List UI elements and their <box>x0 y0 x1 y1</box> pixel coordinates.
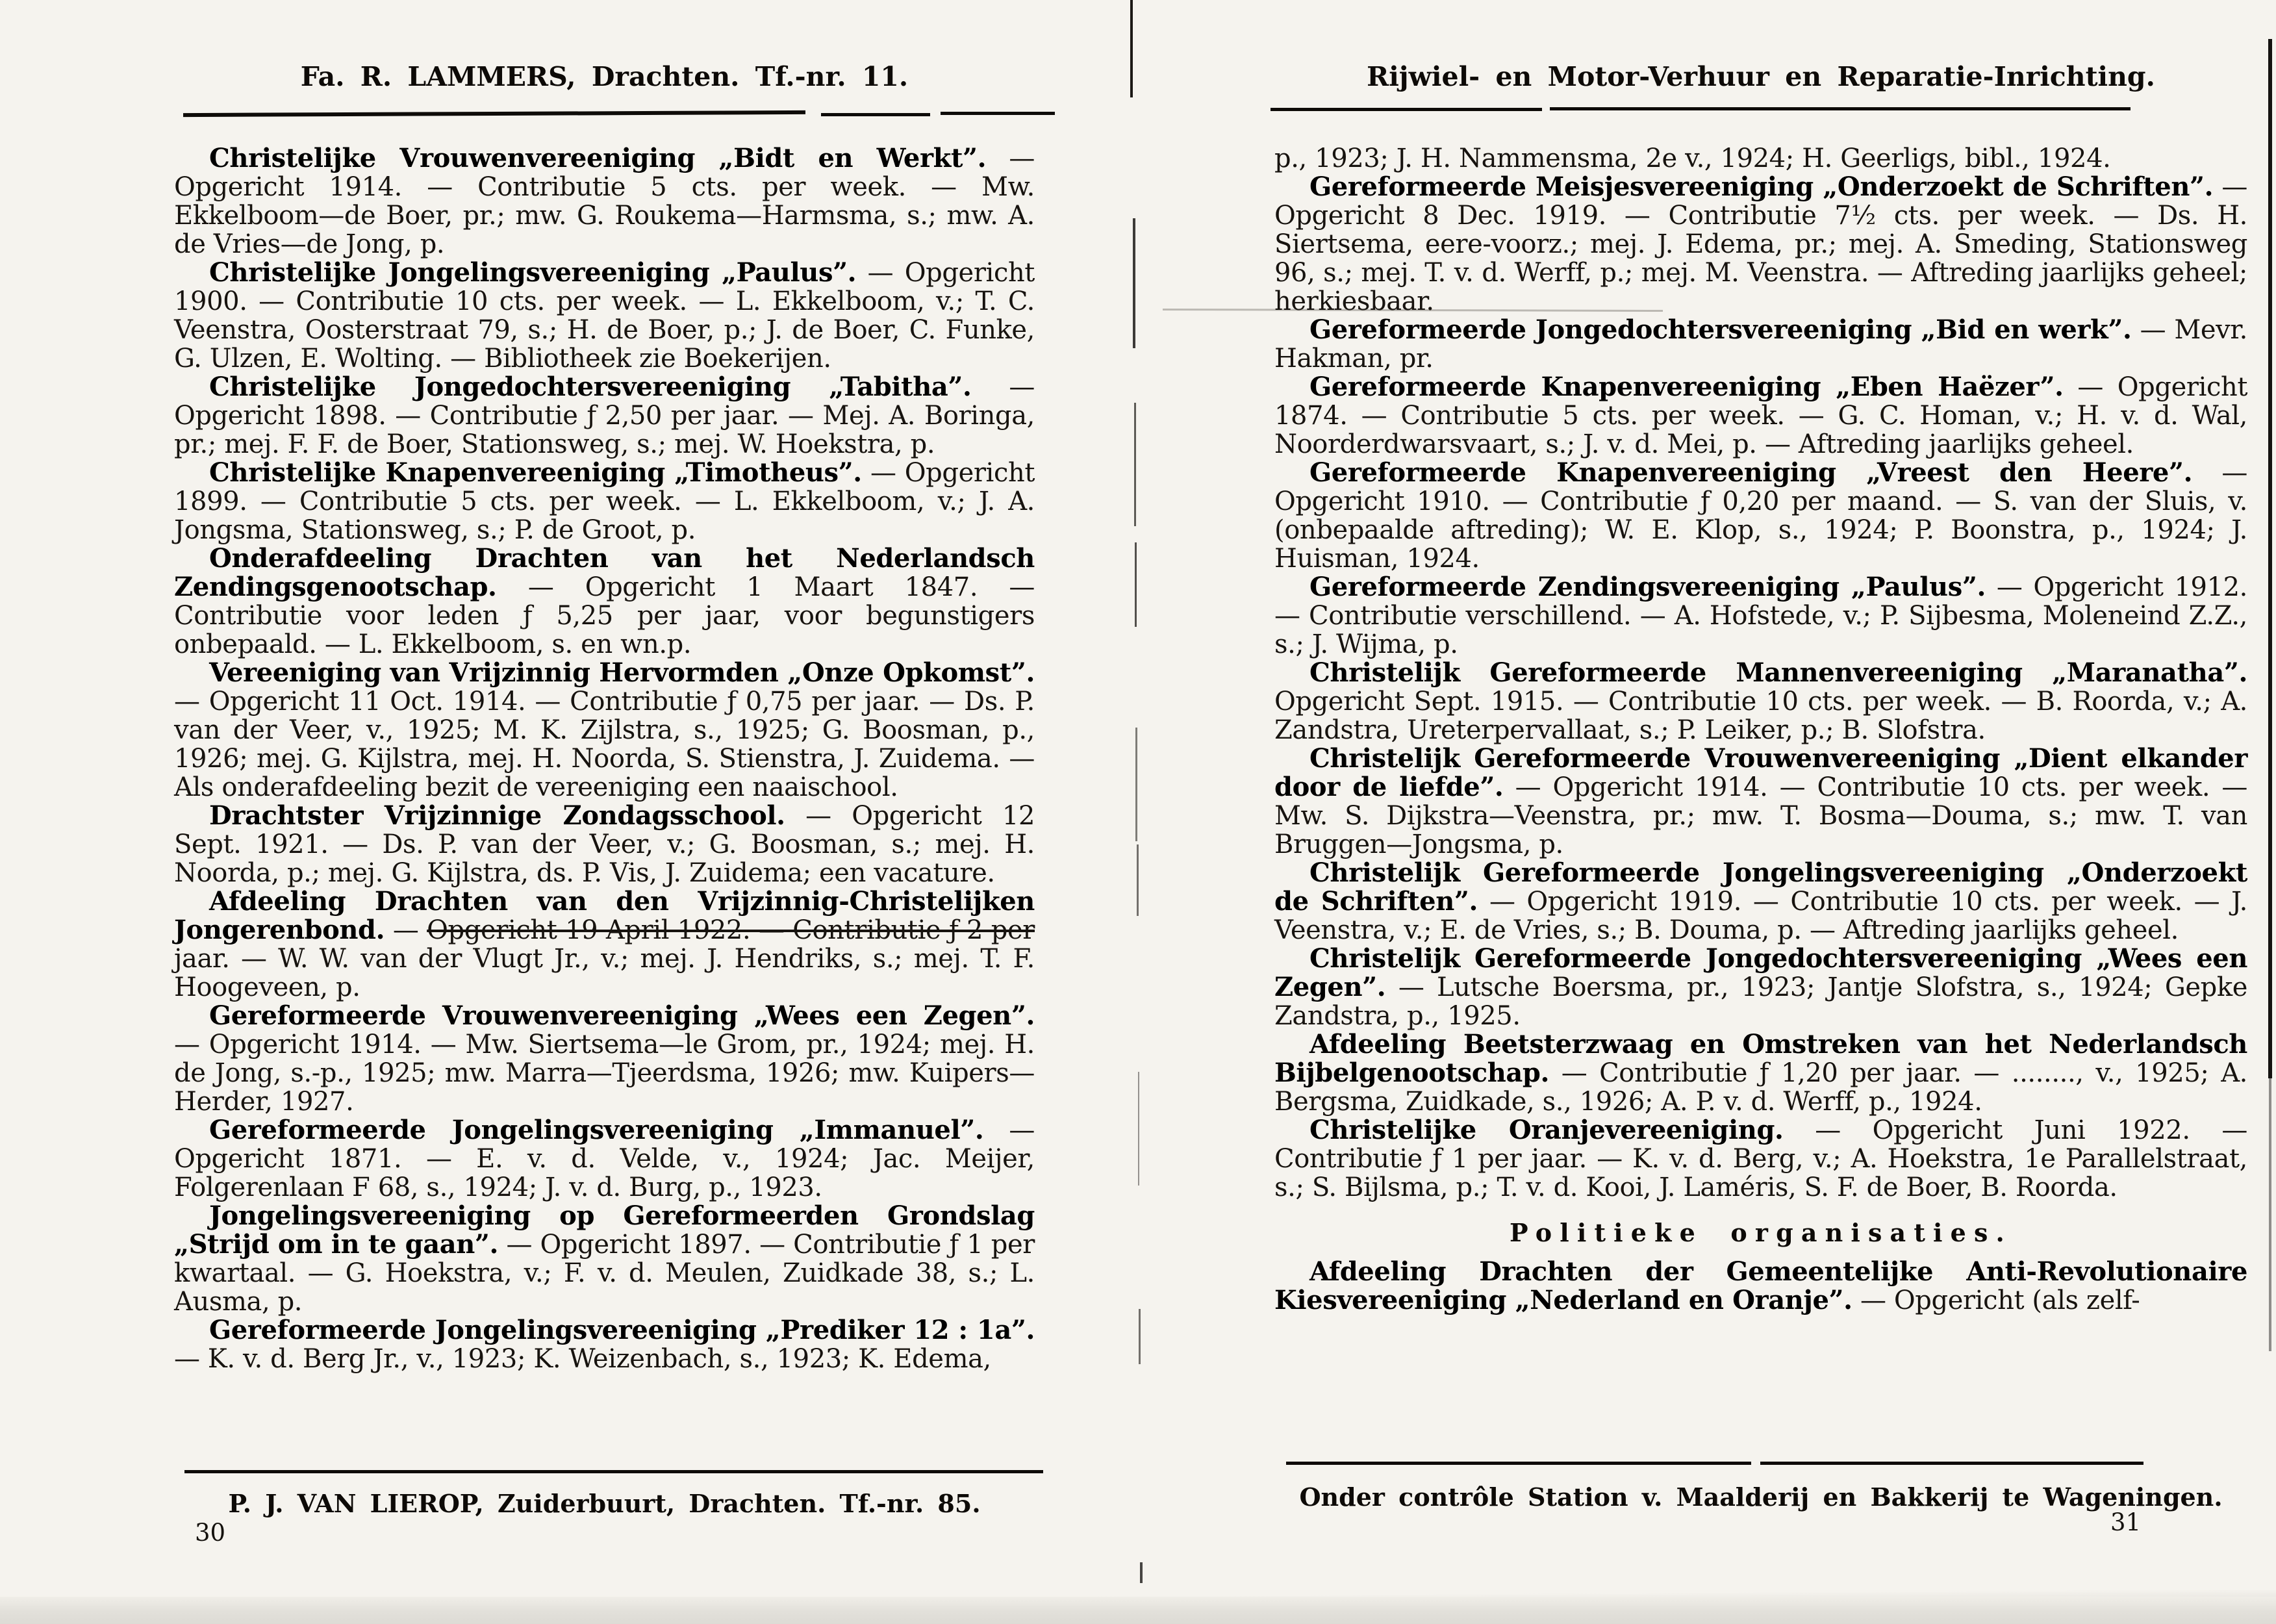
right-header-rule-segment <box>1271 108 1542 111</box>
entry-title: Gereformeerde Jongedochtersvereeniging „Bid en werk”. <box>1309 314 2132 345</box>
page-gutter-line <box>1135 728 1137 841</box>
scan-edge-line <box>2269 1078 2271 1351</box>
page-gutter-line <box>1133 218 1135 348</box>
entry-paragraph <box>174 1202 1035 1316</box>
entry-title: Gereformeerde Jongelingsvereeniging „Prediker 12 : 1a”. <box>209 1315 1035 1345</box>
left-page-footer: P. J. VAN LIEROP, Zuiderbuurt, Drachten. Tf.-nr. 85. <box>228 1489 981 1518</box>
entry-text: — Opgericht 1874. — Contributie 5 cts. per week. — G. C. Homan, v.; H. v. d. Wal, Noorderdwarsvaart, s.; J. v. d. Mei, p. — Aftreding jaarlijks geheel. <box>1274 372 2247 459</box>
entry-paragraph <box>174 887 1035 1002</box>
entry-text: — Opgericht Juni 1922. — Contributie ƒ 1 per jaar. — K. v. d. Berg, v.; A. Hoekstra, 1e Parallelstraat, s.; S. Bijlsma, p.; T. v. d. Kooi, J. Laméris, S. F. de Boer, B. Roorda. <box>1274 1115 2247 1202</box>
page-number-left: 30 <box>195 1519 226 1547</box>
entry-title: Christelijke Oranjevereeniging. <box>1309 1115 1784 1145</box>
left-header-rule-segment <box>183 110 805 117</box>
entry-paragraph <box>1274 144 2247 173</box>
page-gutter-line <box>1138 1072 1139 1186</box>
entry-text: jaar. — W. W. van der Vlugt Jr., v.; mej. J. Hendriks, s.; mej. T. F. Hoogeveen, p. <box>174 944 1035 1002</box>
right-header-rule-segment <box>1550 107 2131 110</box>
page-number-right: 31 <box>2110 1508 2142 1536</box>
entry-title: Christelijk Gereformeerde Jongelingsvereeniging „Onderzoekt de Schriften”. <box>1274 857 2247 917</box>
entry-title: Gereformeerde Meisjesvereeniging „Onderzoekt de Schriften”. <box>1309 171 2214 202</box>
entry-title: Afdeeling Beetsterzwaag en Omstreken van het Nederlandsch Bijbelgenootschap. <box>1274 1029 2247 1088</box>
entry-title: Afdeeling Drachten der Gemeentelijke Anti-Revolutionaire Kiesvereeniging „Nederland en Oranje”. <box>1274 1256 2247 1315</box>
entry-title: Christelijke Knapenvereeniging „Timotheus”. <box>209 457 862 488</box>
entry-paragraph <box>1274 945 2247 1030</box>
entry-text: — Opgericht 12 Sept. 1921. — Ds. P. van der Veer, v.; G. Boosman, s.; mej. H. Noorda, p.; mej. G. Kijlstra, ds. P. Vis, J. Zuidema; een vacature. <box>174 801 1035 888</box>
entry-paragraph <box>1274 173 2247 316</box>
entry-text: — Opgericht 1899. — Contributie 5 cts. per week. — L. Ekkelboom, v.; J. A. Jongsma, Stationsweg, s.; P. de Groot, p. <box>174 458 1035 545</box>
entry-title: Gereformeerde Jongelingsvereeniging „Immanuel”. <box>209 1115 984 1145</box>
entry-text: — Contributie ƒ 1,20 per jaar. — ........, v., 1925; A. Bergsma, Zuidkade, s., 1926; A. P. v. d. Werff, p., 1924. <box>1274 1058 2247 1117</box>
page-gutter-line <box>1139 1309 1141 1364</box>
entry-title: Gereformeerde Knapenvereeniging „Vreest den Heere”. <box>1309 457 2193 488</box>
entry-paragraph <box>174 1316 1035 1373</box>
entry-text: — Opgericht 1900. — Contributie 10 cts. per week. — L. Ekkelboom, v.; T. C. Veenstra, Oosterstraat 79, s.; H. de Boer, p.; J. de Boer, C. Funke, G. Ulzen, E. Wolting. — Bibliotheek zie Boekerijen. <box>174 258 1035 374</box>
entry-title: Afdeeling Drachten van den Vrijzinnig-Christelijken Jongerenbond. <box>174 886 1035 945</box>
entry-text: Opgericht Sept. 1915. — Contributie 10 cts. per week. — B. Roorda, v.; A. Zandstra, Ureterpervallaat, s.; P. Leiker, p.; B. Slofstra. <box>1274 687 2247 745</box>
entry-paragraph <box>174 544 1035 659</box>
right-page-footer: Onder contrôle Station v. Maalderij en Bakkerij te Wageningen. <box>1299 1482 2223 1512</box>
entry-text: — <box>385 915 427 945</box>
entry-paragraph <box>174 659 1035 802</box>
entry-paragraph <box>1274 1116 2247 1202</box>
right-footer-rule-segment <box>1760 1462 2143 1465</box>
entry-title: Christelijke Jongedochtersvereeniging „Tabitha”. <box>209 372 972 402</box>
entry-paragraph <box>1274 373 2247 459</box>
entry-paragraph <box>174 459 1035 544</box>
entry-text: — Opgericht 1871. — E. v. d. Velde, v., 1924; Jac. Meijer, Folgerenlaan F 68, s., 1924; J. v. d. Burg, p., 1923. <box>174 1115 1035 1202</box>
entry-paragraph <box>1274 1258 2247 1315</box>
scan-edge-line <box>2268 39 2272 1078</box>
entry-text: — Opgericht 1910. — Contributie ƒ 0,20 per maand. — S. van der Sluis, v. (onbepaalde aftreding); W. E. Klop, s., 1924; P. Boonstra, p., 1924; J. Huisman, 1924. <box>1274 458 2247 574</box>
right-footer-rule-segment <box>1286 1462 1751 1465</box>
entry-text: — Opgericht 1914. — Contributie 5 cts. per week. — Mw. Ekkelboom—de Boer, pr.; mw. G. Roukema—Harmsma, s.; mw. A. de Vries—de Jong, p. <box>174 144 1035 259</box>
entry-text: — Opgericht 11 Oct. 1914. — Contributie ƒ 0,75 per jaar. — Ds. P. van der Veer, v., 1925; M. K. Zijlstra, s., 1925; G. Boosman, p., 1926; mej. G. Kijlstra, mej. H. Noorda, S. Stienstra, J. Zuidema. — Als onderafdeeling bezit de vereeniging een naaischool. <box>174 687 1035 802</box>
entry-text: — Opgericht 1 Maart 1847. — Contributie voor leden ƒ 5,25 per jaar, voor begunstigers onbepaald. — L. Ekkelboom, s. en wn.p. <box>174 572 1035 659</box>
entry-text: — Opgericht 8 Dec. 1919. — Contributie 7½ cts. per week. — Ds. H. Siertsema, eere-voorz.; mej. J. Edema, pr.; mej. A. Smeding, Stationsweg 96, s.; mej. T. v. d. Werff, p.; mej. M. Veenstra. — Aftreding jaarlijks geheel; herkiesbaar. <box>1274 172 2248 316</box>
entry-title: Jongelingsvereeniging op Gereformeerden Grondslag „Strijd om in te gaan”. <box>174 1200 1035 1260</box>
right-page <box>1274 0 2247 1624</box>
entry-text: — Opgericht 1914. — Contributie 10 cts. per week. — Mw. S. Dijkstra—Veenstra, pr.; mw. T. Bosma—Douma, s.; mw. T. van Bruggen—Jongsma, p. <box>1274 772 2247 859</box>
entry-title: Christelijk Gereformeerde Vrouwenvereeniging „Dient elkander door de liefde”. <box>1274 743 2247 802</box>
entry-paragraph <box>1274 573 2247 659</box>
entry-title: Christelijke Jongelingsvereeniging „Paulus”. <box>209 257 857 288</box>
entry-paragraph <box>1274 744 2247 859</box>
page-gutter-line <box>1130 0 1133 97</box>
entry-text: p., 1923; J. H. Nammensma, 2e v., 1924; H. Geerligs, bibl., 1924. <box>1274 144 2111 173</box>
section-heading: Politieke organisaties. <box>1510 1218 2012 1247</box>
entry-paragraph <box>1274 659 2247 744</box>
page-gutter-line <box>1135 542 1137 627</box>
entry-text: — Opgericht 1919. — Contributie 10 cts. per week. — J. Veenstra, v.; E. de Vries, s.; B. Douma, p. — Aftreding jaarlijks geheel. <box>1274 887 2247 945</box>
entry-paragraph <box>1274 459 2247 573</box>
struck-text: Opgericht 19 April 1922. — Contributie ƒ 2 per <box>427 915 1035 945</box>
entry-title: Drachtster Vrijzinnige Zondagsschool. <box>209 800 785 831</box>
entry-title: Christelijk Gereformeerde Jongedochtersvereeniging „Wees een Zegen”. <box>1274 943 2247 1002</box>
left-header-rule-segment <box>941 112 1055 115</box>
left-column <box>174 144 1035 1373</box>
left-footer-rule <box>184 1470 1043 1473</box>
entry-paragraph <box>174 802 1035 887</box>
entry-paragraph <box>174 144 1035 259</box>
entry-text: — Lutsche Boersma, pr., 1923; Jantje Slofstra, s., 1924; Gepke Zandstra, p., 1925. <box>1274 972 2247 1031</box>
entry-title: Vereeniging van Vrijzinnig Hervormden „Onze Opkomst”. <box>209 657 1035 688</box>
page-gutter-line <box>1140 1562 1143 1583</box>
entry-title: Gereformeerde Zendingsvereeniging „Paulus”. <box>1309 572 1986 602</box>
entry-text: — Opgericht (als zelf- <box>1852 1286 2140 1315</box>
entry-text: — Opgericht 1914. — Mw. Siertsema—le Grom, pr., 1924; mej. H. de Jong, s.-p., 1925; mw. Marra—Tjeerdsma, 1926; mw. Kuipers—Herder, 1927. <box>174 1030 1035 1117</box>
entry-text: — Opgericht 1898. — Contributie ƒ 2,50 per jaar. — Mej. A. Boringa, pr.; mej. F. F. de Boer, Stationsweg, s.; mej. W. Hoekstra, p. <box>174 372 1035 459</box>
entry-paragraph <box>174 259 1035 373</box>
entry-paragraph <box>174 1002 1035 1116</box>
entry-paragraph <box>174 373 1035 459</box>
entry-title: Christelijke Vrouwenvereeniging „Bidt en Werkt”. <box>209 143 987 173</box>
left-page-header: Fa. R. LAMMERS, Drachten. Tf.-nr. 11. <box>300 61 909 92</box>
right-page-header: Rijwiel- en Motor-Verhuur en Reparatie-Inrichting. <box>1367 61 2155 92</box>
entry-title: Gereformeerde Knapenvereeniging „Eben Haëzer”. <box>1309 372 2064 402</box>
scan-bottom-edge <box>0 1597 2276 1624</box>
entry-paragraph <box>1274 1030 2247 1116</box>
entry-title: Gereformeerde Vrouwenvereeniging „Wees een Zegen”. <box>209 1000 1035 1031</box>
entry-title: Christelijk Gereformeerde Mannenvereeniging „Maranatha”. <box>1309 657 2247 688</box>
entry-text: — Opgericht 1897. — Contributie ƒ 1 per kwartaal. — G. Hoekstra, v.; F. v. d. Meulen, Zuidkade 38, s.; L. Ausma, p. <box>174 1230 1035 1317</box>
page-gutter-line <box>1134 403 1136 526</box>
entry-text: — Opgericht 1912. — Contributie verschillend. — A. Hofstede, v.; P. Sijbesma, Moleneind Z.Z., s.; J. Wijma, p. <box>1274 572 2247 659</box>
right-column <box>1274 144 2247 1315</box>
entry-paragraph <box>1274 316 2247 373</box>
entry-title: Onderafdeeling Drachten van het Nederlandsch Zendingsgenootschap. <box>174 543 1035 602</box>
left-page <box>174 0 1035 1624</box>
left-header-rule-segment <box>821 113 930 116</box>
entry-paragraph <box>1274 859 2247 945</box>
entry-paragraph <box>174 1116 1035 1202</box>
entry-text: — Mevr. Hakman, pr. <box>1274 315 2247 374</box>
page-gutter-line <box>1137 844 1139 916</box>
entry-text: — K. v. d. Berg Jr., v., 1923; K. Weizenbach, s., 1923; K. Edema, <box>174 1344 991 1374</box>
